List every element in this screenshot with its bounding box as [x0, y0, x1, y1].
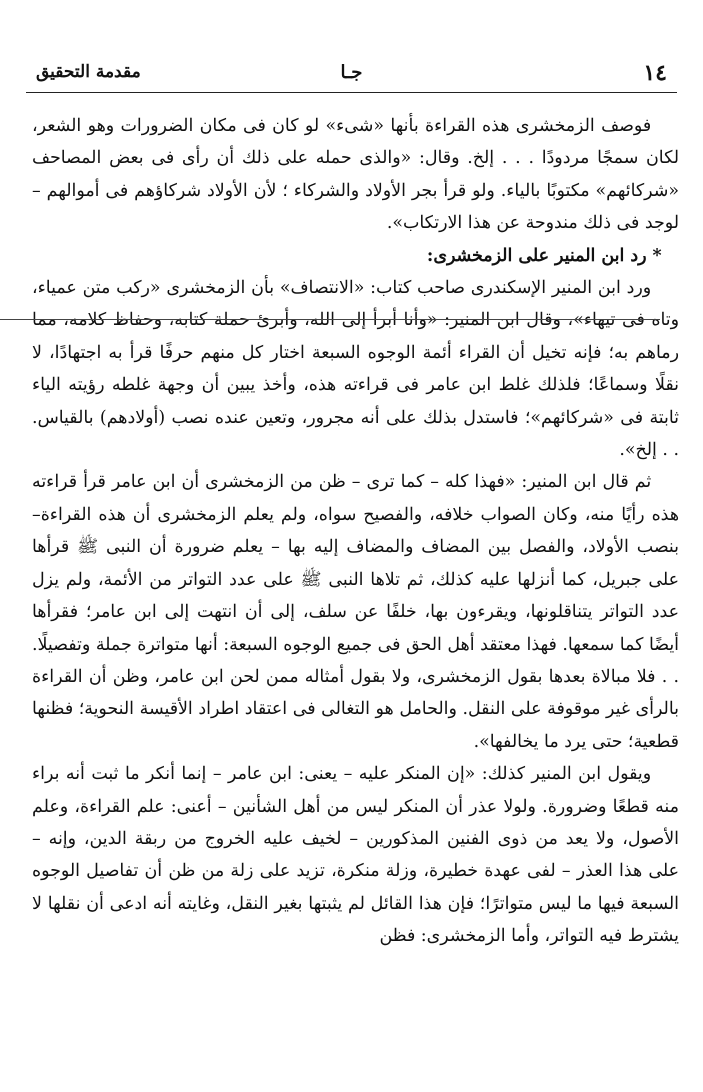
running-header — [26, 58, 677, 93]
paragraph: ثم قال ابن المنير: «فهذا كله – كما ترى – ظن من الزمخشرى أن ابن عامر قرأ قراءته هذه رأيًا منه، وكان الصواب خلافه، والفصيح سواه، ولم يعلم الزمخشرى أن هذه القراءة– بنصب الأولاد، والفصل بين المضاف والمضاف إليه بها – يعلم ضرورة أن النبى ﷺ قرأها على جبريل، كما أنزلها عليه كذلك، ثم تلاها النبى ﷺ على عدد التواتر من الأئمة، ولم يزل عدد التواتر يتناقلونها، ويقرءون بها، خلفًا عن سلف، إلى أن انتهت إلى ابن عامر؛ فقرأها أيضًا كما سمعها. فهذا معتقد أهل الحق فى جميع الوجوه السبعة: أنها متواترة جملة وتفصيلًا. . . فلا مبالاة بعدها بقول الزمخشرى، ولا بقول أمثاله ممن لحن ابن عامر، وظن أن القراءة بالرأى غير موقوفة على النقل. والحامل هو التغالى فى اعتقاد اطراد الأقيسة النحوية؛ فظنها قطعية؛ حتى يرد ما يخالفها». — [32, 472, 680, 752]
heading-star: * — [652, 245, 662, 266]
volume-label: جـا — [340, 62, 363, 83]
header-title: مقدمة التحقيق — [36, 62, 141, 82]
paragraph: ورد ابن المنير الإسكندرى صاحب كتاب: «الانتصاف» بأن الزمخشرى «ركب متن عمياء، وتاه فى تيهاء»، وقال ابن المنير: «وأنا أبرأ إلى الله، وأبرئ حملة كتابه، وحفاظ كلامه، مما رماهم به؛ فإنه تخيل أن القراء أئمة الوجوه السبعة اختار كل منهم حرفًا قرأ به اجتهادًا، لا نقلًا وسماعًا؛ فلذلك غلط ابن عامر فى قراءته هذه، وأخذ يبين أن وجهة غلطه رؤيته الياء ثابتة فى «شركائهم»؛ فاستدل بذلك على أنه مجرور، وتعين عنده نصب (أولادهم) بالقياس. . . إلخ». — [32, 278, 679, 461]
section-heading — [32, 240, 679, 272]
page-number: ١٤ — [643, 60, 667, 86]
heading-text: رد ابن المنير على الزمخشرى: — [426, 245, 647, 266]
paragraph: ويقول ابن المنير كذلك: «إن المنكر عليه – يعنى: ابن عامر – إنما أنكر ما ثبت أنه براء منه قطعًا وضرورة. ولولا عذر أن المنكر ليس من أهل الشأنين – أعنى: علم القراءة، وعلم الأصول، ولا يعد من ذوى الفنين المذكورين – لخيف عليه الخروج من ربقة الدين، وإنه – على هذا العذر – لفى عهدة خطيرة، وزلة منكرة، تزيد على زلة من ظن أن تفاصيل الوجوه السبعة فيها ما ليس متواترًا؛ فإن هذا القائل لم يثبتها بغير النقل، وغايته أنه ادعى أن نقلها لا يشترط فيه التواتر، وأما الزمخشرى: فظن — [32, 764, 679, 947]
body-text — [32, 110, 679, 953]
paragraph: فوصف الزمخشرى هذه القراءة بأنها «شىء» لو كان فى مكان الضرورات وهو الشعر، لكان سمجًا مردودًا . . . إلخ. وقال: «والذى حمله على ذلك أن رأى فى بعض المصاحف «شركائهم» مكتوبًا بالياء. ولو قرأ بجر الأولاد والشركاء ؛ لأن الأولاد شركاؤهم فى أموالهم – لوجد فى ذلك مندوحة عن هذا الارتكاب». — [32, 116, 679, 234]
horizontal-rule — [0, 319, 660, 320]
